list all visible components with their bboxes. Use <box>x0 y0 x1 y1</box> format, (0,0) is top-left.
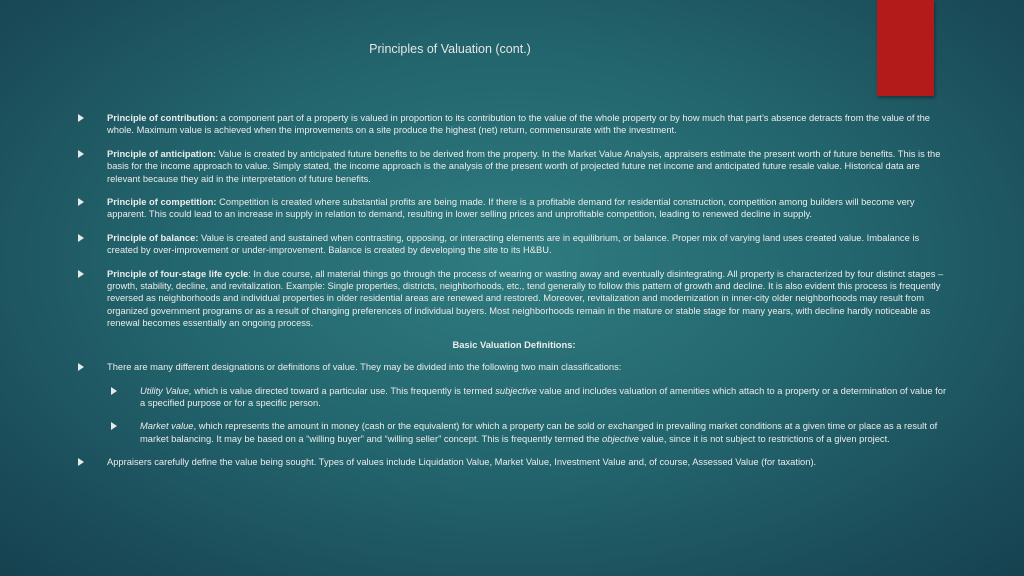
item-text: Value is created by anticipated future benefits to be derived from the property. In the Market Value Analysis, appraisers estimate the present worth of future benefits. This is the basis for the income approach to value. Simply stated, the income approach is the analysis of the present worth of projected future net income and anticipated future resale value. Historical data are relevant because they aid in the interpretation of future benefits. <box>107 148 941 184</box>
item-text: Appraisers carefully define the value being sought. Types of values include Liquidation Value, Market Value, Investment Value and, of course, Assessed Value (for taxation). <box>107 457 817 468</box>
item-text: : In due course, all material things go through the process of wearing or wasting away and eventually disintegrating. All property is characterized by four distinct stages – growth, stability, decline, and revitalization. Example: Single properties, districts, neighborhoods, etc., tend generally to follow this pattern of growth and decline. It is also evident this process is frequently reversed as neighborhoods and individual properties in older residential areas are renewed and restored. Moreover, revitalization and modernization in inner-city older neighborhoods may result from organized government programs or as a result of changing preferences of individual buyers. Most neighborhoods remain in the mature or stable stage for many years, with decline hardly noticeable as renewal becomes essentially an ongoing process. <box>107 268 944 329</box>
triangle-bullet-icon <box>78 150 84 158</box>
item-text: value and includes valuation of amenities which attach to a property or a determination of value for a specified purpose or for a specific person. <box>140 385 947 408</box>
sub-item-market-value <box>111 420 950 445</box>
item-text: value, since it is not subject to restrictions of a given project. <box>638 433 890 444</box>
item-label: Principle of balance: <box>107 232 199 243</box>
definitions-heading: Basic Valuation Definitions: <box>452 339 576 350</box>
triangle-bullet-icon <box>78 234 84 242</box>
list-item-anticipation <box>78 148 950 185</box>
sub-item-utility-value <box>111 385 950 410</box>
triangle-bullet-icon <box>111 422 117 430</box>
list-item-competition <box>78 196 950 221</box>
list-item-contribution <box>78 112 950 137</box>
emphasis-text: subjective <box>495 385 537 396</box>
triangle-bullet-icon <box>78 458 84 466</box>
list-item-classifications <box>78 361 950 373</box>
triangle-bullet-icon <box>78 114 84 122</box>
triangle-bullet-icon <box>78 270 84 278</box>
term-label: Market value <box>140 421 194 432</box>
term-label: Utility Value, <box>140 385 192 396</box>
list-item-life-cycle <box>78 268 950 330</box>
item-text: Competition is created where substantial profits are being made. If there is a profitable demand for residential construction, competition among builders will become very apparent. This could lead to an increase in supply in relation to demand, resulting in lower selling prices and unprofitable competition, leading to renewed decline in supply. <box>107 197 915 220</box>
item-text: Value is created and sustained when contrasting, opposing, or interacting elements are in equilibrium, or balance. Proper mix of varying land uses created value. Imbalance is created by over-improvement or under-improvement. Balance is created by developing the site to its H&BU. <box>107 232 920 256</box>
emphasis-text: objective <box>602 433 639 444</box>
list-item-closing <box>78 456 950 468</box>
item-text: which is value directed toward a particular use. This frequently is termed <box>191 385 496 396</box>
slide-content <box>78 112 950 480</box>
item-label: Principle of competition: <box>107 197 217 208</box>
item-label: Principle of four-stage life cycle <box>107 268 249 279</box>
item-text: , which represents the amount in money (cash or the equivalent) for which a property can be sold or exchanged in prevailing market conditions at a given time or place as a result of market balancing. It may be based on a “willing buyer” and “willing seller” concept. This is frequently termed the <box>140 421 938 444</box>
triangle-bullet-icon <box>78 363 84 371</box>
item-label: Principle of contribution: <box>107 113 219 123</box>
triangle-bullet-icon <box>111 387 117 395</box>
item-text: a component part of a property is valued in proportion to its contribution to the value of the whole property or by how much that part’s absence detracts from the value of the whole. Maximum value is achieved when the improvements on a site produce the highest (net) return, commensurate with the investment. <box>107 113 931 136</box>
item-text: There are many different designations or definitions of value. They may be divided into the following two main classifications: <box>107 362 622 373</box>
slide-title: Principles of Valuation (cont.) <box>369 42 531 56</box>
list-item-balance <box>78 232 950 257</box>
item-label: Principle of anticipation: <box>107 148 217 159</box>
triangle-bullet-icon <box>78 198 84 206</box>
